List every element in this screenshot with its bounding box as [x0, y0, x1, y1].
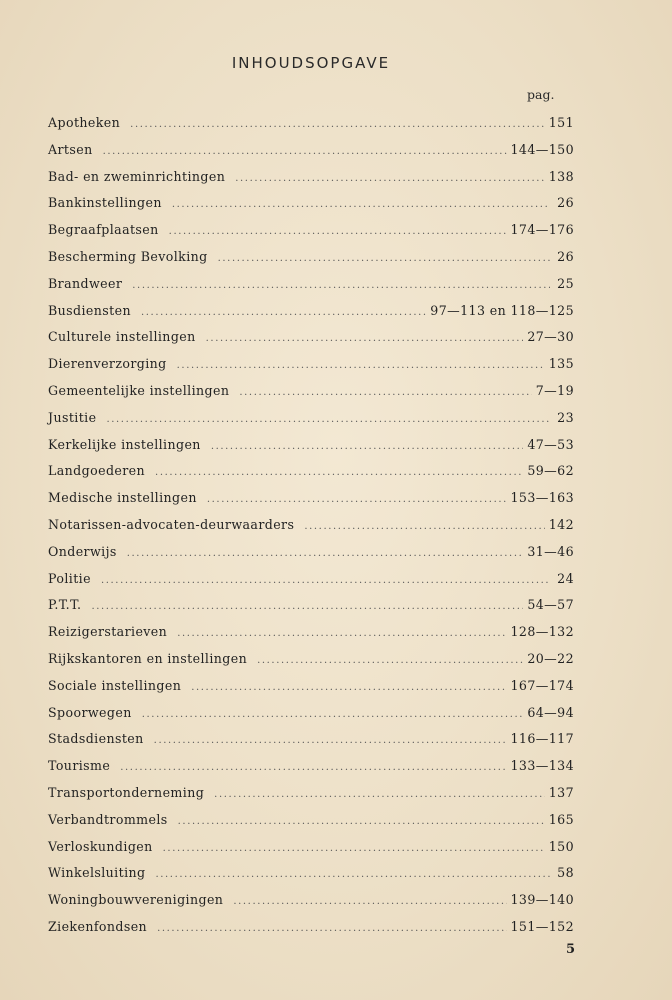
toc-entry-label: Medische instellingen: [48, 490, 197, 506]
toc-entry-label: Sociale instellingen: [48, 677, 182, 693]
toc-entry-label: Apotheken: [48, 115, 121, 130]
toc-entry-label: Reizigerstarieven: [48, 624, 168, 640]
dot-leader: [103, 139, 507, 166]
toc-entry: [48, 646, 574, 673]
toc-entry-label: Woningbouwverenigingen: [48, 892, 224, 908]
page-column-header: pag.: [527, 87, 555, 102]
dot-leader: [169, 219, 507, 246]
toc-entry-label: Transportonderneming: [48, 784, 205, 800]
toc-entry-label: Dierenverzorging: [48, 356, 167, 372]
toc-entry-page: 26: [557, 248, 574, 264]
toc-entry-label: Landgoederen: [48, 463, 146, 479]
dot-leader: [155, 862, 550, 889]
dot-leader: [132, 273, 550, 300]
toc-entry-page: 165: [548, 811, 574, 827]
dot-leader: [91, 594, 523, 621]
dot-leader: [177, 621, 506, 648]
toc-entry-label: Begraafplaatsen: [48, 222, 159, 238]
dot-leader: [211, 434, 524, 461]
toc-entry: [48, 298, 574, 325]
toc-entry-page: 58: [557, 865, 574, 881]
dot-leader: [206, 326, 524, 353]
toc-entry-page: 26: [557, 195, 574, 211]
toc-entry-label: Rijkskantoren en instellingen: [48, 650, 248, 666]
toc-entry-page: 7—19: [535, 382, 574, 398]
dot-leader: [207, 487, 507, 514]
toc-entry-label: Ziekenfondsen: [48, 918, 148, 934]
toc-entry-page: 133—134: [510, 758, 574, 774]
page-title: INHOUDSOPGAVE: [231, 54, 391, 72]
toc-entry-label: P.T.T.: [48, 597, 82, 613]
toc-entry-page: 150: [548, 838, 574, 854]
toc-entry-page: 64—94: [527, 704, 574, 720]
toc-entry: [48, 164, 574, 191]
toc-entry-label: Stadsdiensten: [48, 731, 144, 747]
dot-leader: [163, 836, 545, 863]
toc-entry: [48, 673, 574, 700]
dot-leader: [127, 541, 524, 568]
toc-entry: [48, 405, 574, 432]
dot-leader: [257, 648, 523, 675]
toc-entry-page: 47—53: [527, 436, 574, 452]
toc-entry-page: 54—57: [527, 597, 574, 613]
toc-entry: [48, 190, 574, 217]
toc-entry: [48, 485, 574, 512]
toc-entry-page: 151: [548, 115, 574, 130]
dot-leader: [218, 246, 550, 273]
toc-entry-page: 151—152: [510, 918, 574, 934]
toc-entry-page: 174—176: [510, 222, 574, 238]
toc-entry-label: Spoorwegen: [48, 704, 132, 720]
dot-leader: [172, 192, 550, 219]
toc-entry: [48, 244, 574, 271]
toc-entry-page: 25: [557, 275, 574, 291]
toc-entry-label: Politie: [48, 570, 91, 586]
toc-entry-page: 128—132: [510, 624, 574, 640]
dot-leader: [239, 380, 531, 407]
toc-entry-page: 24: [557, 570, 574, 586]
toc-entry: [48, 700, 574, 727]
toc-entry: [48, 860, 574, 887]
dot-leader: [157, 916, 506, 943]
toc-entry-page: 144—150: [510, 141, 574, 157]
toc-entry: [48, 137, 574, 164]
toc-entry-page: 27—30: [527, 329, 574, 345]
toc-entry-label: Bad- en zweminrichtingen: [48, 168, 226, 184]
toc-entry-page: 20—22: [527, 650, 574, 666]
dot-leader: [120, 755, 506, 782]
toc-entry: [48, 110, 574, 137]
dot-leader: [233, 889, 506, 916]
dot-leader: [106, 407, 550, 434]
toc-entry: [48, 592, 574, 619]
toc-entry-label: Justitie: [48, 409, 97, 425]
dot-leader: [141, 300, 426, 327]
toc-entry-page: 135: [548, 356, 574, 372]
toc-entry: [48, 539, 574, 566]
toc-entry: [48, 512, 574, 539]
toc-entry-page: 97—113 en 118—125: [430, 302, 574, 318]
toc-entry: [48, 566, 574, 593]
dot-leader: [130, 112, 545, 139]
toc-entry: [48, 753, 574, 780]
toc-entry-label: Brandweer: [48, 275, 123, 291]
toc-entry: [48, 378, 574, 405]
toc-entry: [48, 432, 574, 459]
toc-entry: [48, 780, 574, 807]
toc-entry: [48, 458, 574, 485]
dot-leader: [214, 782, 545, 809]
dot-leader: [154, 728, 507, 755]
dot-leader: [101, 568, 550, 595]
dot-leader: [155, 460, 523, 487]
dot-leader: [235, 166, 545, 193]
dot-leader: [177, 353, 545, 380]
toc-entry: [48, 887, 574, 914]
toc-entry: [48, 324, 574, 351]
toc-entry: [48, 834, 574, 861]
toc-entry-page: 116—117: [510, 731, 574, 747]
toc-entry-page: 23: [557, 409, 574, 425]
toc-entry-page: 138: [548, 168, 574, 184]
toc-entry-label: Bescherming Bevolking: [48, 248, 208, 264]
toc-entry-page: 142: [548, 516, 574, 532]
toc-entry-page: 31—46: [527, 543, 574, 559]
toc-entry-label: Verloskundigen: [48, 838, 153, 854]
toc-entry-page: 137: [548, 784, 574, 800]
toc-entry-label: Artsen: [48, 141, 93, 157]
dot-leader: [142, 702, 524, 729]
toc-entry-page: 139—140: [510, 892, 574, 908]
toc-entry: [48, 726, 574, 753]
toc-entry: [48, 351, 574, 378]
toc-entry-page: 153—163: [510, 490, 574, 506]
dot-leader: [178, 809, 545, 836]
toc-entry-label: Busdiensten: [48, 302, 131, 318]
toc-entry: [48, 271, 574, 298]
dot-leader: [191, 675, 506, 702]
toc-entry-label: Notarissen-advocaten-deurwaarders: [48, 516, 295, 532]
table-of-contents: [48, 110, 574, 941]
toc-entry-page: 167—174: [510, 677, 574, 693]
page-number: 5: [566, 942, 576, 957]
toc-entry: [48, 914, 574, 941]
toc-entry-label: Onderwijs: [48, 543, 117, 559]
dot-leader: [304, 514, 544, 541]
toc-entry-label: Bankinstellingen: [48, 195, 162, 211]
toc-entry-label: Culturele instellingen: [48, 329, 196, 345]
toc-entry-label: Kerkelijke instellingen: [48, 436, 201, 452]
toc-entry: [48, 619, 574, 646]
toc-entry-page: 59—62: [527, 463, 574, 479]
toc-entry-label: Tourisme: [48, 758, 111, 774]
toc-entry-label: Verbandtrommels: [48, 811, 168, 827]
toc-entry: [48, 217, 574, 244]
toc-entry-label: Winkelsluiting: [48, 865, 146, 881]
toc-entry: [48, 807, 574, 834]
toc-entry-label: Gemeentelijke instellingen: [48, 382, 230, 398]
